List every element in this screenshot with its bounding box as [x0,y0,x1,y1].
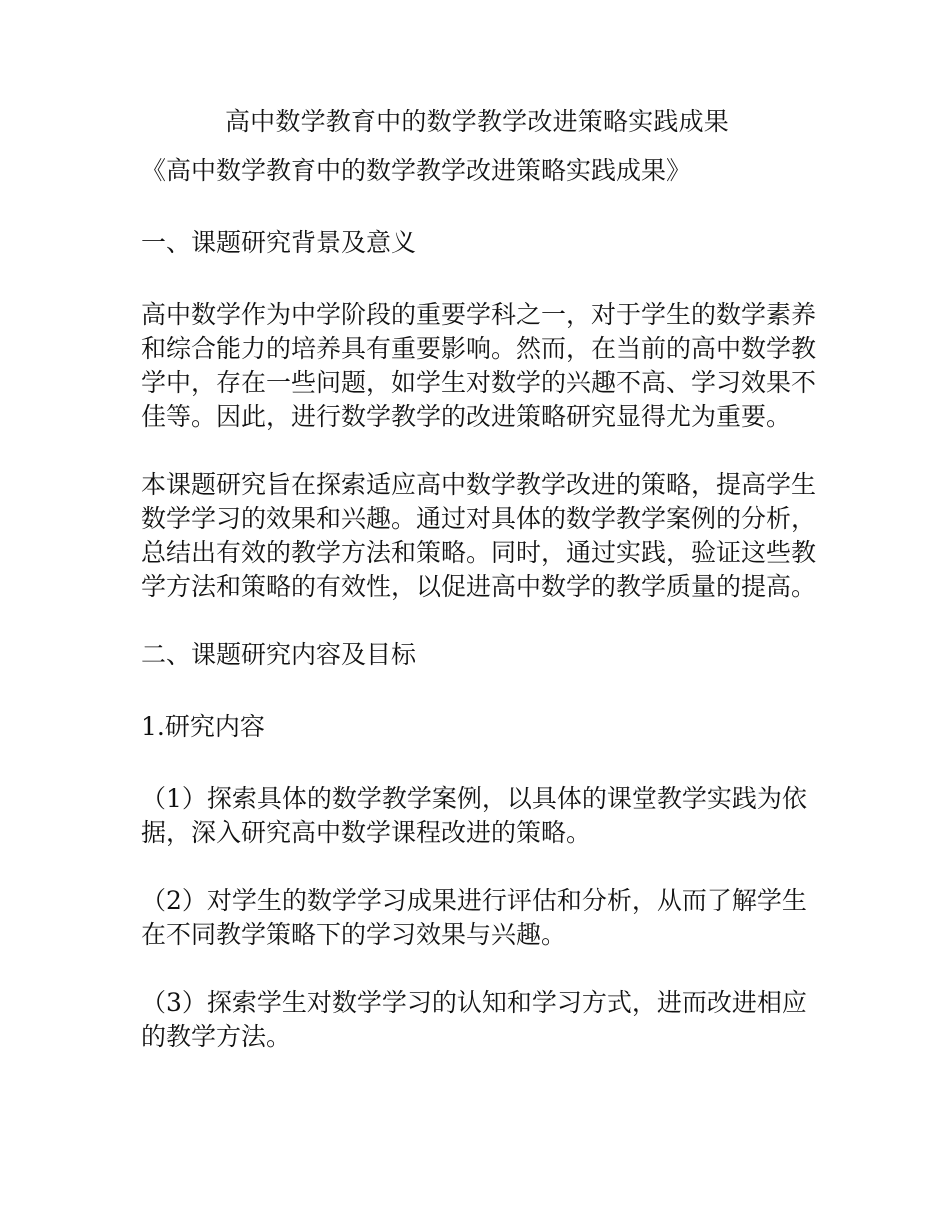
list-item-line: 的教学方法。 [141,1022,292,1051]
list-item-2 [141,884,813,952]
paragraph-line: 数学学习的效果和兴趣。通过对具体的数学教学案例的分析， [141,504,817,533]
document-content [141,102,817,1088]
document-title: 高中数学教育中的数学教学改进策略实践成果 [224,107,729,136]
section-heading-content-goals: 二、课题研究内容及目标 [141,640,417,669]
subsection-heading-research-content: 1.研究内容 [141,712,265,741]
list-item-1 [141,782,813,850]
list-item-line: 在不同教学策略下的学习效果与兴趣。 [141,920,567,949]
paragraph-line: 总结出有效的教学方法和策略。同时，通过实践，验证这些教 [141,538,817,567]
list-item-line: （1）探索具体的数学教学案例，以具体的课堂教学实践为依 [141,784,807,813]
list-item-3 [141,986,813,1054]
paragraph-purpose [141,468,817,604]
paragraph-line: 学方法和策略的有效性，以促进高中数学的教学质量的提高。 [141,572,817,601]
section-heading-background: 一、课题研究背景及意义 [141,228,417,257]
list-item-line: 据，深入研究高中数学课程改进的策略。 [141,818,592,847]
paragraph-line: 本课题研究旨在探索适应高中数学教学改进的策略，提高学生 [141,470,817,499]
document-subtitle: 《高中数学教育中的数学教学改进策略实践成果》 [141,156,692,185]
list-item-line: （3）探索学生对数学学习的认知和学习方式，进而改进相应 [141,988,807,1017]
list-item-line: （2）对学生的数学学习成果进行评估和分析，从而了解学生 [141,886,807,915]
paragraph-line: 学中，存在一些问题，如学生对数学的兴趣不高、学习效果不 [141,368,817,397]
paragraph-line: 和综合能力的培养具有重要影响。然而，在当前的高中数学教 [141,334,817,363]
paragraph-line: 高中数学作为中学阶段的重要学科之一，对于学生的数学素养 [141,300,817,329]
paragraph-background [141,298,817,434]
paragraph-line: 佳等。因此，进行数学教学的改进策略研究显得尤为重要。 [141,402,792,431]
